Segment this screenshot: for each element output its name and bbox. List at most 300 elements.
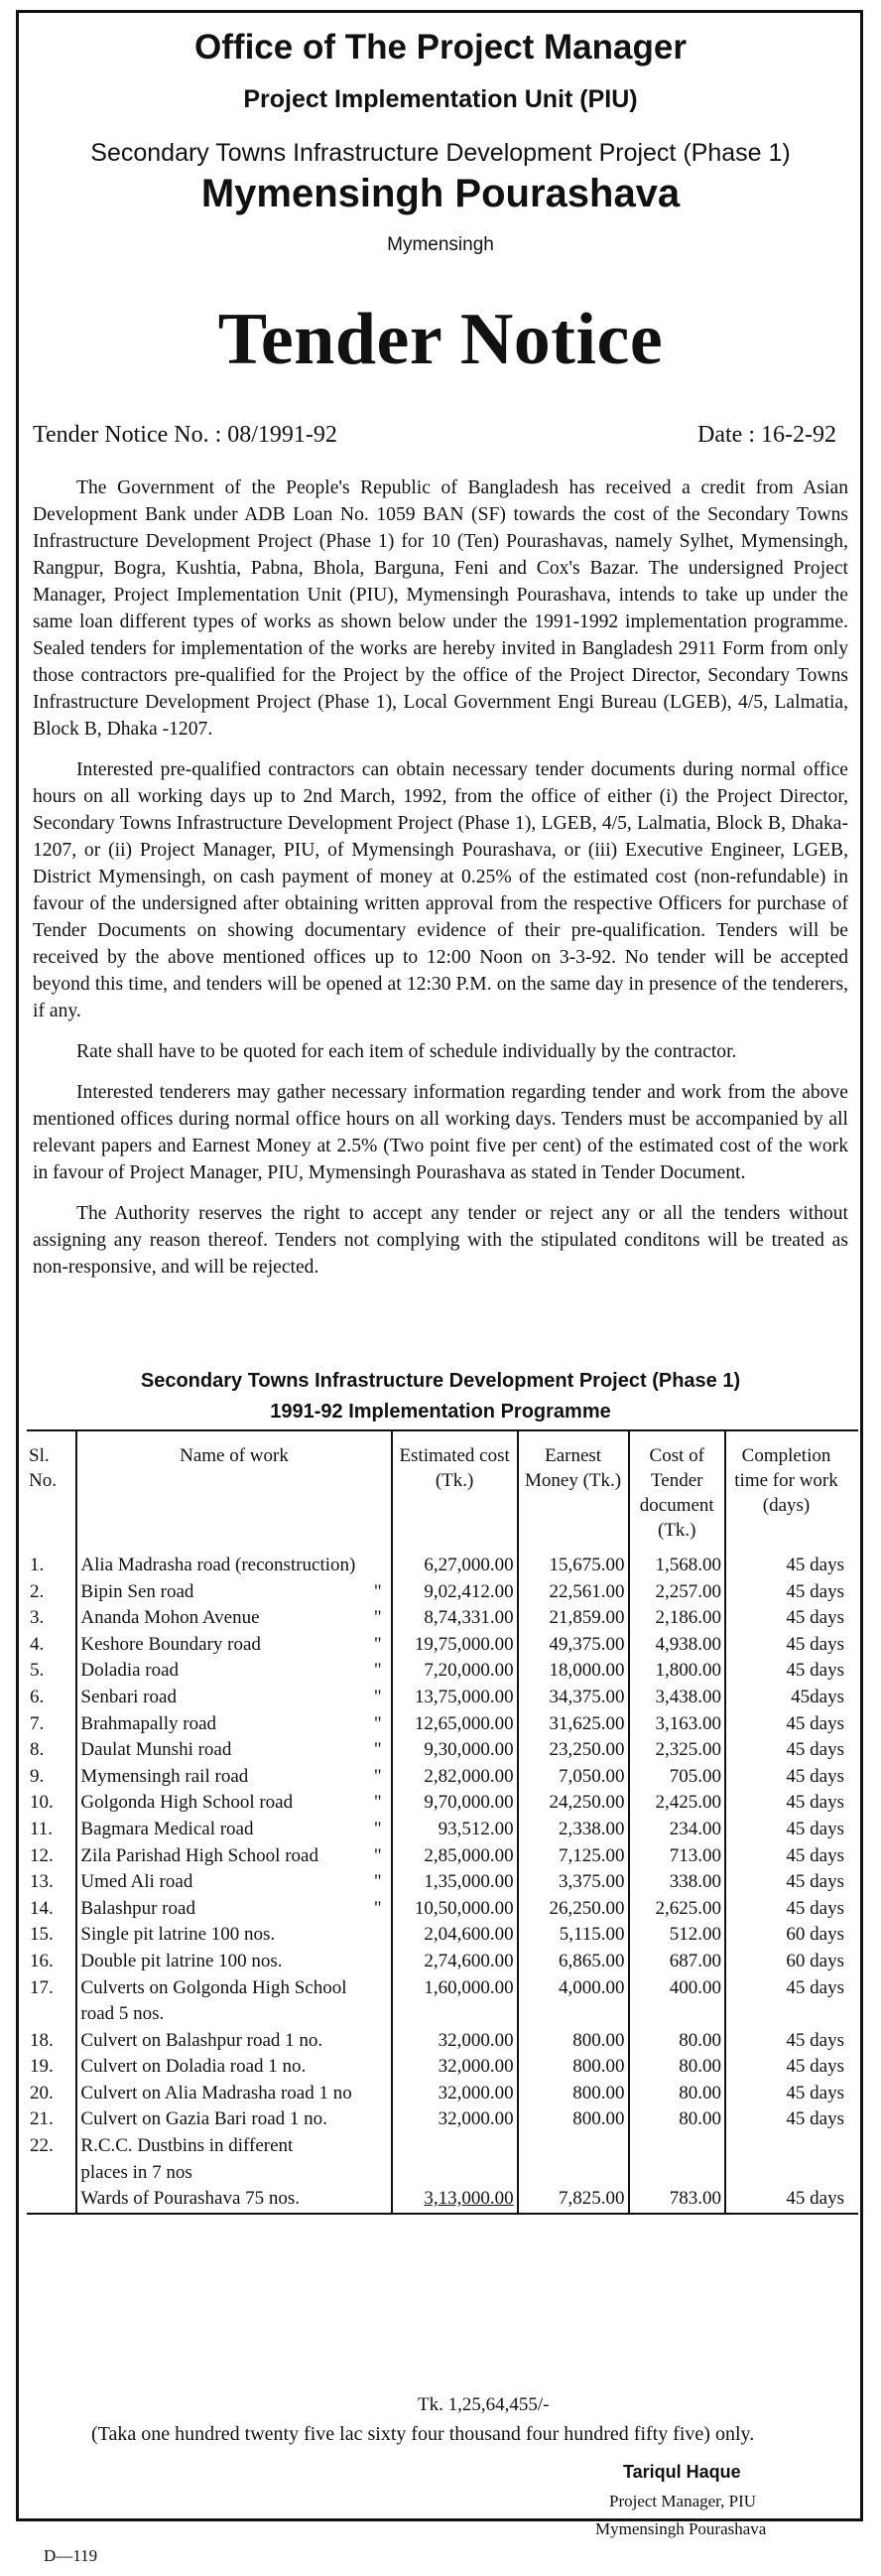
value-doc: 1,568.00 [655,1555,722,1575]
value-money: 22,561.00 [549,1580,625,1602]
cell-money [518,1737,629,1764]
table-row [27,1737,858,1764]
value-doc: 234.00 [669,1818,722,1839]
work-name: Balashpur road [80,1897,195,1919]
cell-sl [27,2160,76,2187]
value-money: 3,375.00 [559,1871,625,1893]
cell-cost [392,1764,518,1791]
cell-money [518,2001,629,2028]
table-row [27,1605,858,1632]
cell-cost [392,1547,518,1579]
cell-time [725,1922,858,1949]
cell-name [76,1579,391,1606]
work-name: Ananda Mohon Avenue [80,1607,260,1629]
value-money: 34,375.00 [549,1686,625,1707]
value-time: 45 days [786,1660,844,1682]
cell-money [518,2160,629,2187]
table-row [27,2001,858,2028]
value-cost: 32,000.00 [438,2056,514,2078]
value-time: 45 days [786,1580,844,1602]
programme-title [0,1366,881,1427]
value-time: 45 days [786,1897,844,1919]
value-doc: 2,625.00 [655,1897,722,1919]
value-sl: 13. [30,1871,54,1893]
cell-sl [27,2133,76,2160]
work-name: R.C.C. Dustbins in different [80,2135,294,2157]
value-doc: 783.00 [669,2188,722,2210]
work-name: Doladia road [80,1660,180,1682]
value-cost: 12,65,000.00 [414,1712,514,1734]
cell-time [725,1843,858,1870]
cell-cost [392,1843,518,1870]
cell-sl [27,2081,76,2107]
cell-money [518,1843,629,1870]
work-name: road 5 nos. [80,2003,165,2025]
work-name: Daulat Munshi road [80,1739,232,1761]
table-row [27,1975,858,2002]
value-time: 45 days [786,1792,844,1814]
work-name: Mymensingh rail road [80,1765,249,1787]
value-doc: 2,325.00 [655,1739,722,1761]
value-cost: 10,50,000.00 [414,1897,514,1919]
cell-time [725,1737,858,1764]
value-doc: 512.00 [669,1924,722,1946]
value-cost: 9,30,000.00 [424,1739,514,1761]
cell-time [725,1949,858,1975]
value-cost: 9,70,000.00 [424,1792,514,1814]
value-time: 45 days [786,2188,844,2210]
cell-money [518,2054,629,2081]
table-row [27,1764,858,1791]
table-row [27,1579,858,1606]
cell-doc [629,1949,726,1975]
table-row [27,2106,858,2133]
work-name: Wards of Pourashava 75 nos. [80,2188,301,2210]
value-sl: 19. [30,2056,54,2078]
cell-cost [392,2001,518,2028]
value-money: 800.00 [572,2056,625,2078]
header-time: Completion time for work (days) [725,1430,858,1547]
cell-doc [629,1869,726,1896]
table-row [27,2133,858,2160]
value-cost: 32,000.00 [438,2108,514,2130]
value-time: 45 days [786,1712,844,1734]
work-name: Keshore Boundary road [80,1633,261,1655]
value-cost: 2,85,000.00 [424,1844,514,1866]
cell-name [76,1843,391,1870]
cell-doc [629,1817,726,1843]
cell-name [76,1685,391,1711]
cell-name [76,1632,391,1659]
value-cost: 7,20,000.00 [424,1660,514,1682]
cell-doc [629,1658,726,1685]
value-cost: 13,75,000.00 [414,1686,514,1707]
cell-time [725,2186,858,2214]
header-doc: Cost of Tender document (Tk.) [629,1430,726,1547]
ditto-mark: " [373,1818,382,1839]
cell-cost [392,1975,518,2002]
value-cost: 6,27,000.00 [424,1555,514,1575]
cell-doc [629,1737,726,1764]
value-doc: 80.00 [679,2056,722,2078]
cell-sl [27,1605,76,1632]
notice-number: Tender Notice No. : 08/1991-92 [33,422,337,448]
footer-code: D—119 [44,2546,98,2565]
value-doc: 3,438.00 [655,1686,722,1707]
cell-doc [629,1605,726,1632]
cell-time [725,1869,858,1896]
notice-date: Date : 16-2-92 [697,422,836,448]
cell-name [76,1764,391,1791]
office-title: Office of The Project Manager [194,28,687,67]
cell-cost [392,2028,518,2055]
cell-doc [629,2133,726,2160]
value-money: 7,050.00 [559,1765,625,1787]
cell-name [76,2106,391,2133]
header-name: Name of work [76,1430,391,1547]
work-name: places in 7 nos [80,2161,192,2183]
cell-money [518,1658,629,1685]
table-row [27,1949,858,1975]
value-money: 5,115.00 [559,1924,625,1946]
work-name: Zila Parishad High School road [80,1844,318,1866]
notice-heading: Tender Notice [217,299,664,380]
cell-sl [27,1632,76,1659]
value-money: 800.00 [572,2108,625,2130]
value-doc: 2,425.00 [655,1792,722,1814]
cell-time [725,1547,858,1579]
table-row [27,1658,858,1685]
cell-sl [27,1711,76,1738]
notice-number-line [33,422,848,449]
cell-money [518,1790,629,1817]
authority-title: Mymensingh Pourashava [200,172,681,215]
table-row [27,1790,858,1817]
unit-title: Project Implementation Unit (PIU) [243,85,638,113]
cell-doc [629,2028,726,2055]
ditto-mark: " [373,1712,382,1734]
cell-time [725,1711,858,1738]
cell-name [76,1896,391,1923]
cell-sl [27,1547,76,1579]
value-doc: 80.00 [679,2029,722,2051]
cell-cost [392,2106,518,2133]
cell-sl [27,1579,76,1606]
value-cost: 2,04,600.00 [424,1924,514,1946]
cell-cost [392,1685,518,1711]
work-name: Senbari road [80,1686,177,1707]
ditto-mark: " [373,1871,382,1893]
cell-money [518,2133,629,2160]
paragraph: Interested pre-qualified contractors can obtain necessary tender documents during normal office hours on all working days up to 2nd March, 1992, from the office of either (i) the Project Director, Secondary Towns Infrastructure Development Project (Phase 1), LGEB, 4/5, Lalmatia, Block B, Dhaka-1207, or (ii) Project Manager, PIU, of Mymensingh Pourashava, or (iii) Executive Engineer, LGEB, District Mymensingh, on cash payment of money at 0.25% of the estimated cost (non-refundable) in favour of the undersigned after obtaining written approval from the respective Officers for purchase of Tender Documents on showing documentary evidence of their pre-qualification. Tenders will be received by the above mentioned offices up to 12:00 Noon on 3-3-92. No tender will be accepted beyond this time, and tenders will be opened at 12:30 P.M. on the same day in presence of the tenderers, if any. [33,759,848,1021]
cell-time [725,1764,858,1791]
cell-time [725,1579,858,1606]
value-money: 800.00 [572,2082,625,2103]
cell-cost [392,1869,518,1896]
value-sl: 9. [30,1765,45,1787]
value-cost: 32,000.00 [438,2082,514,2103]
cell-money [518,1922,629,1949]
value-doc: 2,257.00 [655,1580,722,1602]
value-cost: 1,60,000.00 [424,1976,514,1998]
value-money: 15,675.00 [549,1555,625,1575]
value-cost: 93,512.00 [438,1818,514,1839]
value-sl: 12. [30,1844,54,1866]
cell-sl [27,1975,76,2002]
value-money: 7,825.00 [559,2188,625,2210]
value-sl: 4. [30,1633,45,1655]
cell-cost [392,2054,518,2081]
cell-sl [27,2001,76,2028]
cell-sl [27,1764,76,1791]
cell-money [518,2106,629,2133]
signatory-office: Mymensingh Pourashava [595,2519,767,2538]
paragraph: Interested tenderers may gather necessary information regarding tender and work from the above mentioned offices during normal office hours on all working days. Tenders must be accompanied by all relevant papers and Earnest Money at 2.5% (Two point five per cent) of the estimated cost of the work in favour of Project Manager, PIU, Mymensingh Pourashava as stated in Tender Document. [33,1082,848,1183]
cell-cost [392,1949,518,1975]
value-money: 4,000.00 [559,1976,625,1998]
value-sl: 11. [30,1818,54,1839]
ditto-mark: " [373,1580,382,1602]
cell-sl [27,1737,76,1764]
value-sl: 1. [30,1555,45,1575]
programme-title-line1: Secondary Towns Infrastructure Development Project (Phase 1) [140,1370,741,1392]
ditto-mark: " [373,1897,382,1919]
cell-time [725,2001,858,2028]
cell-cost [392,2081,518,2107]
cell-doc [629,1843,726,1870]
cell-name [76,2133,391,2160]
value-sl: 3. [30,1607,45,1629]
cell-cost [392,1737,518,1764]
cell-time [725,1605,858,1632]
value-time: 45 days [786,2108,844,2130]
value-cost: 3,13,000.00 [424,2188,514,2210]
cell-money [518,1632,629,1659]
work-name: Culvert on Gazia Bari road 1 no. [80,2108,327,2130]
work-name: Culvert on Doladia road 1 no. [80,2056,307,2078]
value-doc: 80.00 [679,2082,722,2103]
cell-money [518,1817,629,1843]
cell-doc [629,1922,726,1949]
cell-doc [629,1764,726,1791]
cell-money [518,1896,629,1923]
cell-name [76,1922,391,1949]
value-cost: 8,74,331.00 [424,1607,514,1629]
cell-time [725,2106,858,2133]
value-money: 31,625.00 [549,1712,625,1734]
value-sl: 20. [30,2082,54,2103]
value-time: 45 days [786,1976,844,1998]
value-sl: 8. [30,1739,45,1761]
table-row [27,2054,858,2081]
cell-sl [27,2054,76,2081]
work-name: Bipin Sen road [80,1580,194,1602]
work-name: Culvert on Balashpur road 1 no. [80,2029,323,2051]
value-doc: 1,800.00 [655,1660,722,1682]
value-sl: 22. [30,2135,54,2157]
cell-time [725,1632,858,1659]
value-money: 2,338.00 [559,1818,625,1839]
value-sl: 18. [30,2029,54,2051]
value-doc: 705.00 [669,1765,722,1787]
table-row [27,1869,858,1896]
value-money: 7,125.00 [559,1844,625,1866]
value-sl: 2. [30,1580,45,1602]
table-row [27,1685,858,1711]
value-doc: 713.00 [669,1844,722,1866]
value-sl: 10. [30,1792,54,1814]
ditto-mark: " [373,1660,382,1682]
work-name: Double pit latrine 100 nos. [80,1950,283,1971]
works-table [27,1429,858,2215]
table-row [27,1843,858,1870]
cell-cost [392,2186,518,2214]
header-cost: Estimated cost (Tk.) [392,1430,518,1547]
value-cost: 2,74,600.00 [424,1950,514,1971]
work-name: Brahmapally road [80,1712,217,1734]
value-cost: 2,82,000.00 [424,1765,514,1787]
work-name: Golgonda High School road [80,1792,294,1814]
value-sl: 21. [30,2108,54,2130]
cell-name [76,1975,391,2002]
work-name: Alia Madrasha road (reconstruction) [80,1555,356,1575]
cell-money [518,1685,629,1711]
value-sl: 15. [30,1924,54,1946]
value-time: 45 days [786,1844,844,1866]
cell-money [518,1711,629,1738]
cell-doc [629,2160,726,2187]
value-cost: 1,35,000.00 [424,1871,514,1893]
cell-time [725,1975,858,2002]
cell-sl [27,2028,76,2055]
work-name: Single pit latrine 100 nos. [80,1924,276,1946]
cell-cost [392,2133,518,2160]
table-row [27,1711,858,1738]
work-name: Umed Ali road [80,1871,193,1893]
cell-doc [629,2054,726,2081]
cell-time [725,2054,858,2081]
table-row [27,1817,858,1843]
cell-cost [392,1658,518,1685]
cell-name [76,1949,391,1975]
value-time: 45days [791,1686,844,1707]
value-time: 45 days [786,1633,844,1655]
cell-name [76,2054,391,2081]
value-time: 45 days [786,1765,844,1787]
value-money: 24,250.00 [549,1792,625,1814]
cell-name [76,1711,391,1738]
value-time: 45 days [786,2056,844,2078]
paragraph: The Government of the People's Republic of Bangladesh has received a credit from Asian Development Bank under ADB Loan No. 1059 BAN (SF) towards the cost of the Secondary Towns Infrastructure Development Project (Phase 1) for 10 (Ten) Pourashavas, namely Sylhet, Mymensingh, Rangpur, Bogra, Kushtia, Pabna, Bhola, Barguna, Feni and Cox's Bazar. The undersigned Project Manager, Project Implementation Unit (PIU), Mymensingh Pourashava, intends to take up under the same loan different types of works as shown below under the 1991-1992 implementation programme. Sealed tenders for implementation of the works are hereby invited in Bangladesh 2911 Form from only those contractors pre-qualified for the Project by the office of the Project Director, Secondary Towns Infrastructure Development Project (Phase 1), Local Government Engi Bureau (LGEB), 4/5, Lalmatia, Block B, Dhaka -1207. [33,477,848,740]
cell-money [518,2028,629,2055]
value-cost: 32,000.00 [438,2029,514,2051]
ditto-mark: " [373,1765,382,1787]
cell-name [76,2001,391,2028]
value-time: 45 days [786,1555,844,1575]
value-sl: 17. [30,1976,54,1998]
cell-sl [27,2106,76,2133]
cell-doc [629,1790,726,1817]
value-doc: 4,938.00 [655,1633,722,1655]
cell-sl [27,1922,76,1949]
cell-name [76,1790,391,1817]
cell-time [725,1658,858,1685]
value-sl: 6. [30,1686,45,1707]
table-row [27,2160,858,2187]
value-time: 45 days [786,1818,844,1839]
cell-cost [392,1790,518,1817]
value-money: 26,250.00 [549,1897,625,1919]
programme-title-line2: 1991-92 Implementation Programme [270,1401,611,1423]
table-row [27,1896,858,1923]
cell-cost [392,2160,518,2187]
cell-doc [629,2081,726,2107]
cell-sl [27,1790,76,1817]
value-money: 23,250.00 [549,1739,625,1761]
cell-sl [27,1817,76,1843]
value-time: 60 days [786,1924,844,1946]
total-amount: Tk. 1,25,64,455/- [418,2394,550,2415]
cell-money [518,1949,629,1975]
cell-name [76,1658,391,1685]
cell-doc [629,1632,726,1659]
ditto-mark: " [373,1633,382,1655]
cell-time [725,2028,858,2055]
cell-time [725,1896,858,1923]
cell-doc [629,2186,726,2214]
cell-cost [392,1817,518,1843]
cell-money [518,1579,629,1606]
cell-money [518,1547,629,1579]
cell-money [518,1869,629,1896]
cell-name [76,2160,391,2187]
value-sl: 5. [30,1660,45,1682]
table-row [27,2186,858,2214]
cell-sl [27,1843,76,1870]
cell-time [725,1817,858,1843]
cell-name [76,1869,391,1896]
cell-time [725,2081,858,2107]
cell-money [518,2186,629,2214]
cell-name [76,2028,391,2055]
value-time: 45 days [786,1739,844,1761]
cell-name [76,1547,391,1579]
value-money: 49,375.00 [549,1633,625,1655]
cell-doc [629,2001,726,2028]
total-in-words: (Taka one hundred twenty five lac sixty four thousand four hundred fifty five) only. [91,2423,755,2445]
paragraph: Rate shall have to be quoted for each item of schedule individually by the contractor. [76,1041,737,1062]
ditto-mark: " [373,1792,382,1814]
cell-doc [629,1685,726,1711]
cell-time [725,2160,858,2187]
cell-name [76,1817,391,1843]
table-header-row [27,1430,858,1547]
work-name: Bagmara Medical road [80,1818,254,1839]
cell-money [518,1605,629,1632]
notice-body [33,475,848,1294]
header-sl: Sl. No. [27,1430,76,1547]
value-money: 6,865.00 [559,1950,625,1971]
table-row [27,1547,858,1579]
cell-sl [27,1869,76,1896]
cell-name [76,1605,391,1632]
cell-cost [392,1711,518,1738]
cell-doc [629,2106,726,2133]
header-money: Earnest Money (Tk.) [518,1430,629,1547]
value-money: 800.00 [572,2029,625,2051]
cell-time [725,1790,858,1817]
cell-name [76,2186,391,2214]
